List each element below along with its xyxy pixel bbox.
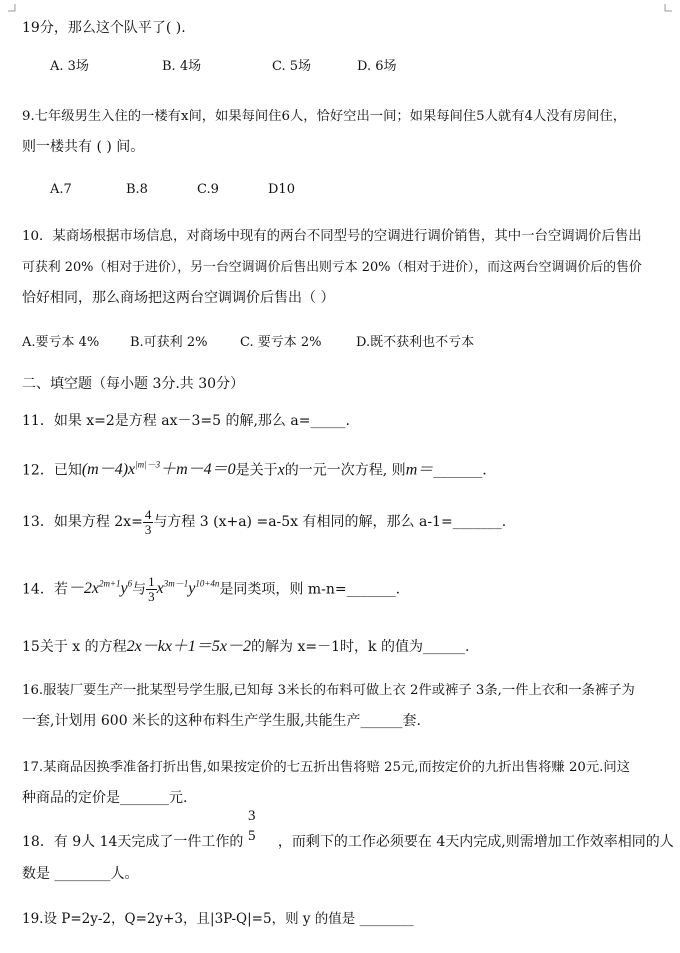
q13-suffix: 与方程 3 (x+a) =a-5x 有相同的解，那么 a-1=_______. xyxy=(153,514,507,530)
q15-answer-blank: ______. xyxy=(422,639,470,655)
q14-prefix: 14．若 xyxy=(22,581,68,598)
q12-answer-label: m＝ xyxy=(405,461,434,479)
q14-with: 与 xyxy=(132,581,147,598)
crop-mark-top-left xyxy=(8,4,16,12)
q14-term1: $-2x^{2m+1}y^6$ xyxy=(67,579,133,598)
q10-text-line2: 可获利 20%（相对于进价），另一台空调调价后售出则亏本 20%（相对于进价），而这两台空调调价后的售价 xyxy=(22,260,642,275)
section-heading-fill-in: 二、填空题（每小题 3分.共 30分） xyxy=(22,376,245,392)
q12-suffix: 的一元一次方程, 则 xyxy=(284,462,406,479)
q13-prefix: 13．如果方程 2x= xyxy=(22,514,143,530)
q8-text: 19分，那么这个队平了( ). xyxy=(22,20,186,36)
q15-prefix: 15关于 x 的方程 xyxy=(22,639,127,655)
q10-option-c: C. 要亏本 2% xyxy=(240,335,322,350)
q18-prefix: 18．有 9人 14天完成了一件工作的 xyxy=(22,834,244,850)
q17-text-line2: 种商品的定价是_______元. xyxy=(22,790,188,806)
q12-prefix: 12．已知 xyxy=(22,462,82,479)
q13-fraction: $\frac{4}{3}$ xyxy=(144,506,152,537)
q18-fraction: 3 5 xyxy=(248,808,256,844)
q12-variable: x xyxy=(277,461,285,479)
q16-text-line1: 16.服装厂要生产一批某型号学生服,已知每 3米长的布料可做上衣 2件或裤子 3条,一件上衣和一条裤子为 xyxy=(22,683,635,698)
q10-text-line3: 恰好相同，那么商场把这两台空调调价后售出（ ） xyxy=(22,290,335,306)
q9-text-line2: 则一楼共有 ( ) 间。 xyxy=(22,139,145,155)
q19-text: 19.设 P=2y-2，Q=2y+3，且|3P-Q|=5，则 y 的值是 ________ xyxy=(22,911,414,927)
q9-option-d: D10 xyxy=(268,182,295,197)
q12-mid: 是关于 xyxy=(235,462,278,479)
q14-term2: $x^{3m-1}y^{10+4n}$ xyxy=(156,579,220,598)
q9-option-c: C.9 xyxy=(197,182,219,197)
q8-option-a: A. 3场 xyxy=(50,59,89,74)
q10-option-a: A.要亏本 4% xyxy=(22,335,100,350)
q15-text xyxy=(22,637,469,657)
q10-option-d: D.既不获利也不亏本 xyxy=(356,335,475,350)
crop-mark-top-right xyxy=(664,4,672,12)
q14-fraction: $\frac{1}{3}$ xyxy=(148,573,155,604)
q16-text-line2: 一套,计划用 600 米长的这种布料生产学生服,共能生产______套. xyxy=(22,713,421,729)
q14-text xyxy=(22,566,400,607)
q8-option-d: D. 6场 xyxy=(357,59,397,74)
q13-text xyxy=(22,505,506,539)
q17-text-line1: 17.某商品因换季准备打折出售,如果按定价的七五折出售将赔 25元,而按定价的九折出售将赚 20元.问这 xyxy=(22,760,630,775)
q18-text-line2: 数是 ________人。 xyxy=(22,866,139,882)
q15-equation: 2x－kx＋1＝5x－2 xyxy=(126,638,252,655)
q14-suffix: 是同类项，则 m-n=_______. xyxy=(219,581,401,598)
q11-text: 11．如果 x=2是方程 ax－3=5 的解,那么 a=_____. xyxy=(22,413,350,429)
q8-option-b: B. 4场 xyxy=(162,59,202,74)
q8-option-c: C. 5场 xyxy=(272,59,312,74)
q18-suffix: ，而剩下的工作必须要在 4天内完成,则需增加工作效率相同的人 xyxy=(277,834,674,850)
q12-answer-blank: _______. xyxy=(433,462,487,479)
q9-option-b: B.8 xyxy=(126,182,148,197)
q10-text-line1: 10．某商场根据市场信息，对商场中现有的两台不同型号的空调进行调价销售，其中一台空调调价后售出 xyxy=(22,229,642,244)
q12-equation: $(m-4)x^{|m|-3}+m-4=0$ xyxy=(81,460,236,479)
q18-text-line1 xyxy=(22,832,674,852)
q10-option-b: B.可获利 2% xyxy=(130,335,208,350)
q9-option-a: A.7 xyxy=(50,182,72,197)
q15-mid: 的解为 x=－1时，k 的值为 xyxy=(251,639,423,655)
q9-text-line1: 9.七年级男生入住的一楼有x间，如果每间住6人，恰好空出一间；如果每间住5人就有4人没有房间住， xyxy=(22,109,627,124)
q12-text xyxy=(22,455,487,480)
